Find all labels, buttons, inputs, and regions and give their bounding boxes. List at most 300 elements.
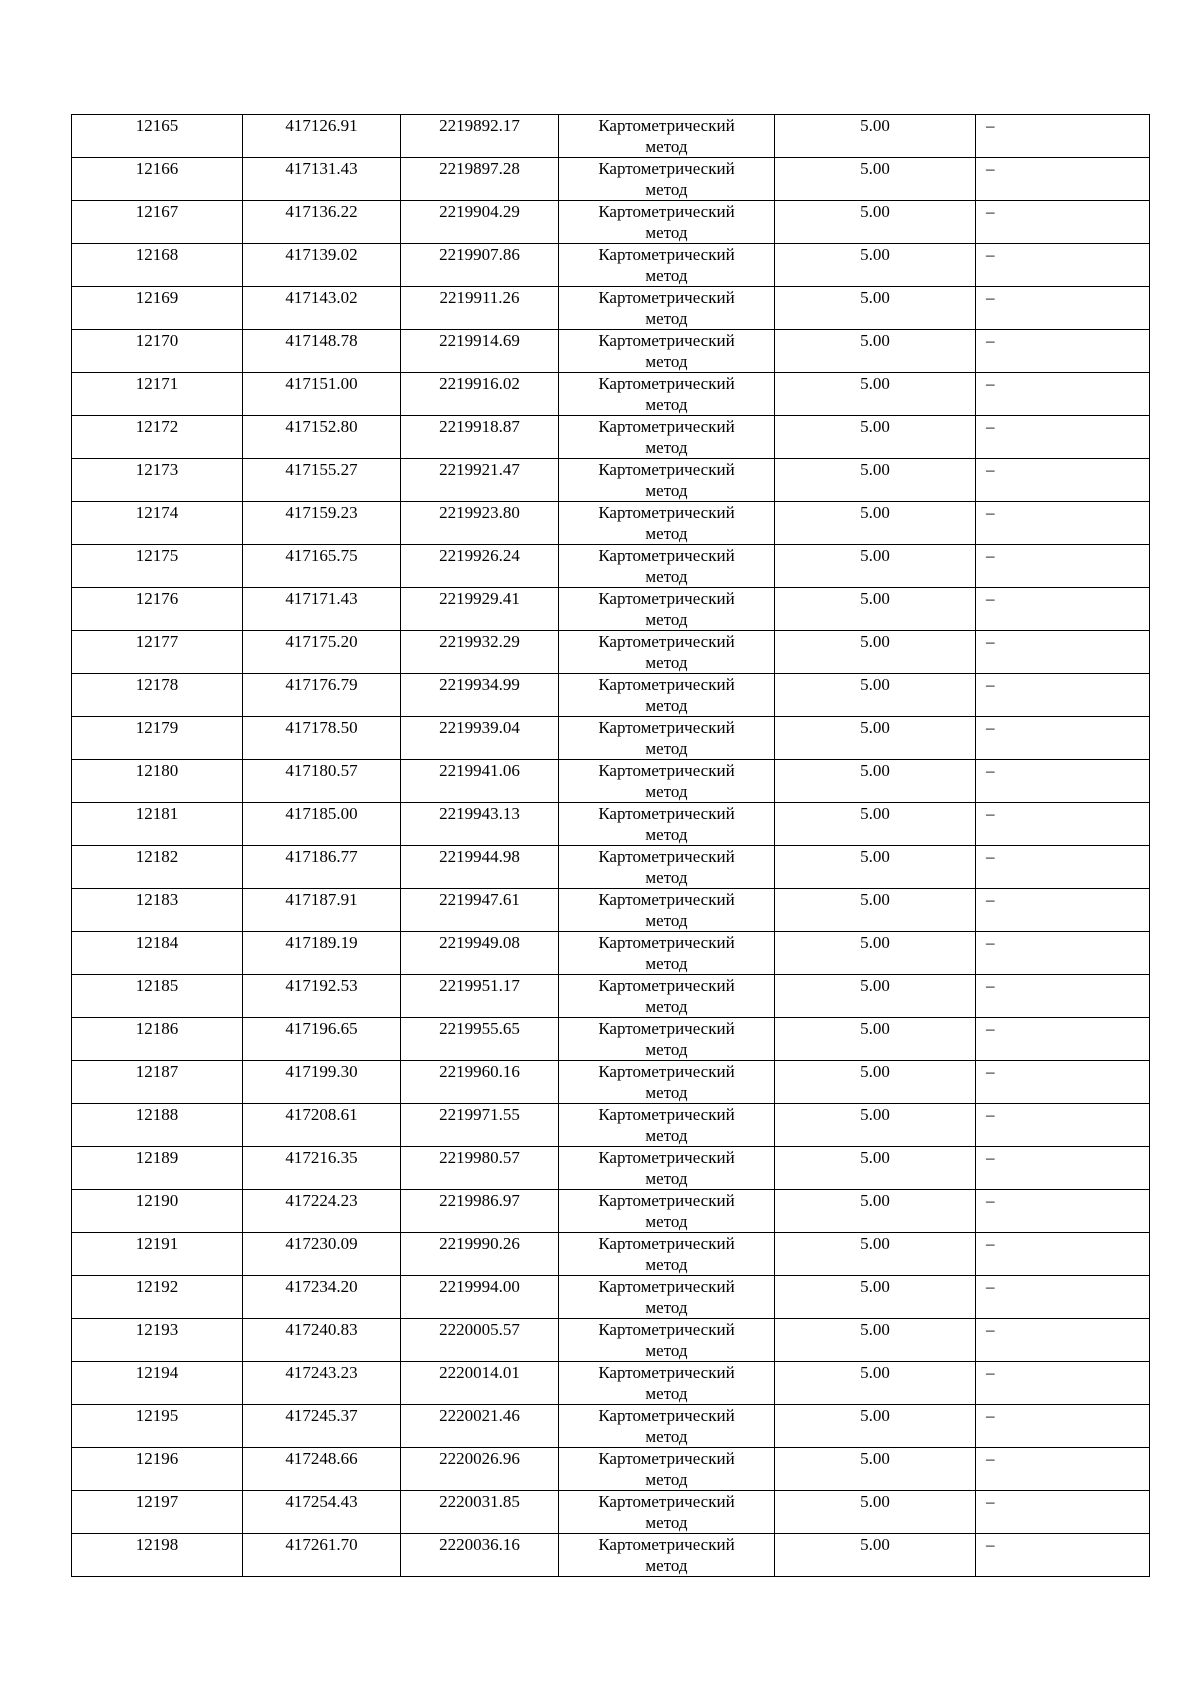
method-line-1: Картометрический: [598, 804, 735, 823]
method-cell: [559, 502, 775, 545]
accuracy-cell: 5.00: [775, 158, 976, 201]
method-line-1: Картометрический: [598, 1148, 735, 1167]
accuracy-cell: 5.00: [775, 1018, 976, 1061]
note-cell: –: [976, 1233, 1150, 1276]
y-coordinate-cell: 2219907.86: [401, 244, 559, 287]
x-coordinate-cell: 417176.79: [243, 674, 401, 717]
accuracy-cell: 5.00: [775, 1362, 976, 1405]
method-line-2: метод: [645, 868, 688, 887]
method-cell: [559, 717, 775, 760]
y-coordinate-cell: 2219892.17: [401, 115, 559, 158]
x-coordinate-cell: 417180.57: [243, 760, 401, 803]
x-coordinate-cell: 417187.91: [243, 889, 401, 932]
table-row: [72, 803, 1150, 846]
method-line-2: метод: [645, 309, 688, 328]
method-cell: [559, 1319, 775, 1362]
accuracy-cell: 5.00: [775, 1190, 976, 1233]
y-coordinate-cell: 2219941.06: [401, 760, 559, 803]
y-coordinate-cell: 2219923.80: [401, 502, 559, 545]
table-row: [72, 373, 1150, 416]
note-cell: –: [976, 674, 1150, 717]
method-line-1: Картометрический: [598, 1406, 735, 1425]
point-id-cell: 12177: [72, 631, 243, 674]
accuracy-cell: 5.00: [775, 1061, 976, 1104]
accuracy-cell: 5.00: [775, 932, 976, 975]
method-line-1: Картометрический: [598, 245, 735, 264]
method-line-2: метод: [645, 524, 688, 543]
x-coordinate-cell: 417185.00: [243, 803, 401, 846]
point-id-cell: 12196: [72, 1448, 243, 1491]
method-cell: [559, 1061, 775, 1104]
point-id-cell: 12175: [72, 545, 243, 588]
method-cell: [559, 545, 775, 588]
method-line-1: Картометрический: [598, 1363, 735, 1382]
method-cell: [559, 1147, 775, 1190]
y-coordinate-cell: 2219921.47: [401, 459, 559, 502]
method-line-2: метод: [645, 1212, 688, 1231]
accuracy-cell: 5.00: [775, 717, 976, 760]
note-cell: –: [976, 1018, 1150, 1061]
x-coordinate-cell: 417175.20: [243, 631, 401, 674]
point-id-cell: 12174: [72, 502, 243, 545]
x-coordinate-cell: 417139.02: [243, 244, 401, 287]
table-row: [72, 201, 1150, 244]
y-coordinate-cell: 2219990.26: [401, 1233, 559, 1276]
table-row: [72, 1233, 1150, 1276]
point-id-cell: 12190: [72, 1190, 243, 1233]
point-id-cell: 12171: [72, 373, 243, 416]
table-row: [72, 932, 1150, 975]
table-row: [72, 1276, 1150, 1319]
accuracy-cell: 5.00: [775, 889, 976, 932]
note-cell: –: [976, 1061, 1150, 1104]
method-line-1: Картометрический: [598, 1234, 735, 1253]
table-row: [72, 717, 1150, 760]
method-line-1: Картометрический: [598, 718, 735, 737]
method-line-1: Картометрический: [598, 116, 735, 135]
y-coordinate-cell: 2219916.02: [401, 373, 559, 416]
accuracy-cell: 5.00: [775, 115, 976, 158]
method-cell: [559, 1491, 775, 1534]
method-cell: [559, 674, 775, 717]
y-coordinate-cell: 2220036.16: [401, 1534, 559, 1577]
point-id-cell: 12198: [72, 1534, 243, 1577]
y-coordinate-cell: 2219971.55: [401, 1104, 559, 1147]
y-coordinate-cell: 2219943.13: [401, 803, 559, 846]
point-id-cell: 12167: [72, 201, 243, 244]
method-line-2: метод: [645, 1384, 688, 1403]
accuracy-cell: 5.00: [775, 760, 976, 803]
point-id-cell: 12181: [72, 803, 243, 846]
method-line-1: Картометрический: [598, 1449, 735, 1468]
accuracy-cell: 5.00: [775, 416, 976, 459]
method-cell: [559, 373, 775, 416]
table-row: [72, 1104, 1150, 1147]
note-cell: –: [976, 1104, 1150, 1147]
y-coordinate-cell: 2219980.57: [401, 1147, 559, 1190]
accuracy-cell: 5.00: [775, 244, 976, 287]
y-coordinate-cell: 2219955.65: [401, 1018, 559, 1061]
y-coordinate-cell: 2219914.69: [401, 330, 559, 373]
method-line-1: Картометрический: [598, 202, 735, 221]
y-coordinate-cell: 2219951.17: [401, 975, 559, 1018]
table-row: [72, 1319, 1150, 1362]
method-line-2: метод: [645, 782, 688, 801]
accuracy-cell: 5.00: [775, 545, 976, 588]
x-coordinate-cell: 417230.09: [243, 1233, 401, 1276]
note-cell: –: [976, 115, 1150, 158]
coordinates-table-body: [72, 115, 1150, 1577]
y-coordinate-cell: 2220021.46: [401, 1405, 559, 1448]
method-line-2: метод: [645, 1427, 688, 1446]
y-coordinate-cell: 2219934.99: [401, 674, 559, 717]
accuracy-cell: 5.00: [775, 1405, 976, 1448]
table-row: [72, 502, 1150, 545]
note-cell: –: [976, 158, 1150, 201]
y-coordinate-cell: 2219929.41: [401, 588, 559, 631]
table-row: [72, 1405, 1150, 1448]
x-coordinate-cell: 417155.27: [243, 459, 401, 502]
accuracy-cell: 5.00: [775, 1534, 976, 1577]
point-id-cell: 12172: [72, 416, 243, 459]
x-coordinate-cell: 417152.80: [243, 416, 401, 459]
table-row: [72, 760, 1150, 803]
method-line-1: Картометрический: [598, 374, 735, 393]
method-line-2: метод: [645, 825, 688, 844]
table-row: [72, 1362, 1150, 1405]
method-line-2: метод: [645, 223, 688, 242]
accuracy-cell: 5.00: [775, 588, 976, 631]
table-row: [72, 1534, 1150, 1577]
method-line-2: метод: [645, 1298, 688, 1317]
note-cell: –: [976, 244, 1150, 287]
y-coordinate-cell: 2219911.26: [401, 287, 559, 330]
table-row: [72, 1061, 1150, 1104]
method-line-2: метод: [645, 266, 688, 285]
method-line-1: Картометрический: [598, 460, 735, 479]
x-coordinate-cell: 417192.53: [243, 975, 401, 1018]
x-coordinate-cell: 417208.61: [243, 1104, 401, 1147]
note-cell: –: [976, 330, 1150, 373]
method-line-2: метод: [645, 954, 688, 973]
accuracy-cell: 5.00: [775, 631, 976, 674]
note-cell: –: [976, 1362, 1150, 1405]
method-line-2: метод: [645, 567, 688, 586]
y-coordinate-cell: 2219926.24: [401, 545, 559, 588]
accuracy-cell: 5.00: [775, 201, 976, 244]
x-coordinate-cell: 417186.77: [243, 846, 401, 889]
x-coordinate-cell: 417240.83: [243, 1319, 401, 1362]
table-row: [72, 115, 1150, 158]
note-cell: –: [976, 975, 1150, 1018]
method-cell: [559, 1362, 775, 1405]
y-coordinate-cell: 2219939.04: [401, 717, 559, 760]
point-id-cell: 12165: [72, 115, 243, 158]
point-id-cell: 12178: [72, 674, 243, 717]
point-id-cell: 12197: [72, 1491, 243, 1534]
note-cell: –: [976, 1405, 1150, 1448]
point-id-cell: 12182: [72, 846, 243, 889]
table-row: [72, 588, 1150, 631]
method-line-1: Картометрический: [598, 1535, 735, 1554]
x-coordinate-cell: 417159.23: [243, 502, 401, 545]
y-coordinate-cell: 2219947.61: [401, 889, 559, 932]
x-coordinate-cell: 417148.78: [243, 330, 401, 373]
table-row: [72, 330, 1150, 373]
x-coordinate-cell: 417254.43: [243, 1491, 401, 1534]
method-cell: [559, 115, 775, 158]
note-cell: –: [976, 1319, 1150, 1362]
note-cell: –: [976, 1534, 1150, 1577]
y-coordinate-cell: 2219904.29: [401, 201, 559, 244]
method-line-2: метод: [645, 1470, 688, 1489]
accuracy-cell: 5.00: [775, 459, 976, 502]
method-cell: [559, 287, 775, 330]
note-cell: –: [976, 416, 1150, 459]
method-line-1: Картометрический: [598, 675, 735, 694]
point-id-cell: 12169: [72, 287, 243, 330]
accuracy-cell: 5.00: [775, 502, 976, 545]
method-line-1: Картометрический: [598, 546, 735, 565]
point-id-cell: 12173: [72, 459, 243, 502]
x-coordinate-cell: 417248.66: [243, 1448, 401, 1491]
y-coordinate-cell: 2219986.97: [401, 1190, 559, 1233]
y-coordinate-cell: 2219949.08: [401, 932, 559, 975]
method-line-1: Картометрический: [598, 847, 735, 866]
x-coordinate-cell: 417126.91: [243, 115, 401, 158]
point-id-cell: 12188: [72, 1104, 243, 1147]
accuracy-cell: 5.00: [775, 1491, 976, 1534]
method-line-1: Картометрический: [598, 1277, 735, 1296]
method-line-1: Картометрический: [598, 589, 735, 608]
method-cell: [559, 1018, 775, 1061]
note-cell: –: [976, 373, 1150, 416]
method-cell: [559, 1276, 775, 1319]
method-cell: [559, 803, 775, 846]
method-line-2: метод: [645, 438, 688, 457]
table-row: [72, 1018, 1150, 1061]
x-coordinate-cell: 417143.02: [243, 287, 401, 330]
method-line-2: метод: [645, 1341, 688, 1360]
note-cell: –: [976, 1448, 1150, 1491]
point-id-cell: 12192: [72, 1276, 243, 1319]
table-row: [72, 674, 1150, 717]
method-cell: [559, 1104, 775, 1147]
note-cell: –: [976, 846, 1150, 889]
method-line-2: метод: [645, 137, 688, 156]
table-row: [72, 846, 1150, 889]
method-line-2: метод: [645, 997, 688, 1016]
point-id-cell: 12166: [72, 158, 243, 201]
y-coordinate-cell: 2219918.87: [401, 416, 559, 459]
method-line-2: метод: [645, 481, 688, 500]
accuracy-cell: 5.00: [775, 1319, 976, 1362]
point-id-cell: 12180: [72, 760, 243, 803]
method-line-2: метод: [645, 1169, 688, 1188]
method-line-1: Картометрический: [598, 1191, 735, 1210]
method-line-1: Картометрический: [598, 761, 735, 780]
method-line-1: Картометрический: [598, 417, 735, 436]
x-coordinate-cell: 417234.20: [243, 1276, 401, 1319]
note-cell: –: [976, 932, 1150, 975]
table-row: [72, 1190, 1150, 1233]
method-line-1: Картометрический: [598, 890, 735, 909]
method-cell: [559, 1233, 775, 1276]
point-id-cell: 12183: [72, 889, 243, 932]
method-line-2: метод: [645, 1556, 688, 1575]
point-id-cell: 12193: [72, 1319, 243, 1362]
y-coordinate-cell: 2220005.57: [401, 1319, 559, 1362]
accuracy-cell: 5.00: [775, 373, 976, 416]
note-cell: –: [976, 631, 1150, 674]
method-cell: [559, 588, 775, 631]
method-cell: [559, 416, 775, 459]
x-coordinate-cell: 417151.00: [243, 373, 401, 416]
table-row: [72, 631, 1150, 674]
method-cell: [559, 1534, 775, 1577]
table-row: [72, 1147, 1150, 1190]
note-cell: –: [976, 459, 1150, 502]
method-cell: [559, 631, 775, 674]
method-line-2: метод: [645, 653, 688, 672]
x-coordinate-cell: 417136.22: [243, 201, 401, 244]
y-coordinate-cell: 2220014.01: [401, 1362, 559, 1405]
method-cell: [559, 1448, 775, 1491]
accuracy-cell: 5.00: [775, 330, 976, 373]
table-row: [72, 287, 1150, 330]
method-cell: [559, 158, 775, 201]
table-row: [72, 416, 1150, 459]
note-cell: –: [976, 803, 1150, 846]
point-id-cell: 12191: [72, 1233, 243, 1276]
note-cell: –: [976, 760, 1150, 803]
method-line-2: метод: [645, 610, 688, 629]
x-coordinate-cell: 417261.70: [243, 1534, 401, 1577]
method-cell: [559, 1405, 775, 1448]
x-coordinate-cell: 417189.19: [243, 932, 401, 975]
method-cell: [559, 244, 775, 287]
point-id-cell: 12187: [72, 1061, 243, 1104]
table-row: [72, 1491, 1150, 1534]
accuracy-cell: 5.00: [775, 1276, 976, 1319]
method-line-2: метод: [645, 1083, 688, 1102]
x-coordinate-cell: 417171.43: [243, 588, 401, 631]
accuracy-cell: 5.00: [775, 803, 976, 846]
x-coordinate-cell: 417243.23: [243, 1362, 401, 1405]
method-line-2: метод: [645, 1255, 688, 1274]
x-coordinate-cell: 417178.50: [243, 717, 401, 760]
point-id-cell: 12176: [72, 588, 243, 631]
point-id-cell: 12194: [72, 1362, 243, 1405]
note-cell: –: [976, 201, 1150, 244]
y-coordinate-cell: 2220031.85: [401, 1491, 559, 1534]
method-line-2: метод: [645, 352, 688, 371]
method-line-1: Картометрический: [598, 1320, 735, 1339]
table-row: [72, 889, 1150, 932]
method-cell: [559, 1190, 775, 1233]
y-coordinate-cell: 2219932.29: [401, 631, 559, 674]
coordinates-table: [71, 114, 1150, 1577]
method-line-2: метод: [645, 739, 688, 758]
method-line-1: Картометрический: [598, 1492, 735, 1511]
accuracy-cell: 5.00: [775, 846, 976, 889]
method-cell: [559, 760, 775, 803]
accuracy-cell: 5.00: [775, 287, 976, 330]
table-row: [72, 1448, 1150, 1491]
method-line-1: Картометрический: [598, 933, 735, 952]
accuracy-cell: 5.00: [775, 1104, 976, 1147]
method-cell: [559, 846, 775, 889]
point-id-cell: 12185: [72, 975, 243, 1018]
method-line-1: Картометрический: [598, 1062, 735, 1081]
note-cell: –: [976, 1276, 1150, 1319]
method-line-2: метод: [645, 395, 688, 414]
method-line-1: Картометрический: [598, 503, 735, 522]
point-id-cell: 12168: [72, 244, 243, 287]
method-line-1: Картометрический: [598, 288, 735, 307]
y-coordinate-cell: 2219944.98: [401, 846, 559, 889]
x-coordinate-cell: 417196.65: [243, 1018, 401, 1061]
y-coordinate-cell: 2219994.00: [401, 1276, 559, 1319]
x-coordinate-cell: 417131.43: [243, 158, 401, 201]
method-line-2: метод: [645, 696, 688, 715]
y-coordinate-cell: 2220026.96: [401, 1448, 559, 1491]
point-id-cell: 12184: [72, 932, 243, 975]
table-row: [72, 975, 1150, 1018]
accuracy-cell: 5.00: [775, 975, 976, 1018]
accuracy-cell: 5.00: [775, 1233, 976, 1276]
method-cell: [559, 975, 775, 1018]
note-cell: –: [976, 502, 1150, 545]
method-line-2: метод: [645, 911, 688, 930]
method-line-2: метод: [645, 1040, 688, 1059]
note-cell: –: [976, 588, 1150, 631]
method-line-2: метод: [645, 1513, 688, 1532]
table-row: [72, 244, 1150, 287]
note-cell: –: [976, 287, 1150, 330]
method-cell: [559, 201, 775, 244]
method-cell: [559, 932, 775, 975]
x-coordinate-cell: 417165.75: [243, 545, 401, 588]
y-coordinate-cell: 2219897.28: [401, 158, 559, 201]
accuracy-cell: 5.00: [775, 1147, 976, 1190]
method-line-2: метод: [645, 180, 688, 199]
accuracy-cell: 5.00: [775, 674, 976, 717]
point-id-cell: 12195: [72, 1405, 243, 1448]
method-line-1: Картометрический: [598, 1105, 735, 1124]
x-coordinate-cell: 417216.35: [243, 1147, 401, 1190]
method-line-1: Картометрический: [598, 1019, 735, 1038]
note-cell: –: [976, 889, 1150, 932]
method-cell: [559, 889, 775, 932]
note-cell: –: [976, 717, 1150, 760]
method-line-1: Картометрический: [598, 159, 735, 178]
method-line-1: Картометрический: [598, 976, 735, 995]
table-row: [72, 459, 1150, 502]
table-row: [72, 158, 1150, 201]
method-line-2: метод: [645, 1126, 688, 1145]
point-id-cell: 12186: [72, 1018, 243, 1061]
point-id-cell: 12189: [72, 1147, 243, 1190]
method-line-1: Картометрический: [598, 632, 735, 651]
note-cell: –: [976, 1190, 1150, 1233]
method-line-1: Картометрический: [598, 331, 735, 350]
accuracy-cell: 5.00: [775, 1448, 976, 1491]
point-id-cell: 12170: [72, 330, 243, 373]
x-coordinate-cell: 417224.23: [243, 1190, 401, 1233]
method-cell: [559, 330, 775, 373]
x-coordinate-cell: 417245.37: [243, 1405, 401, 1448]
